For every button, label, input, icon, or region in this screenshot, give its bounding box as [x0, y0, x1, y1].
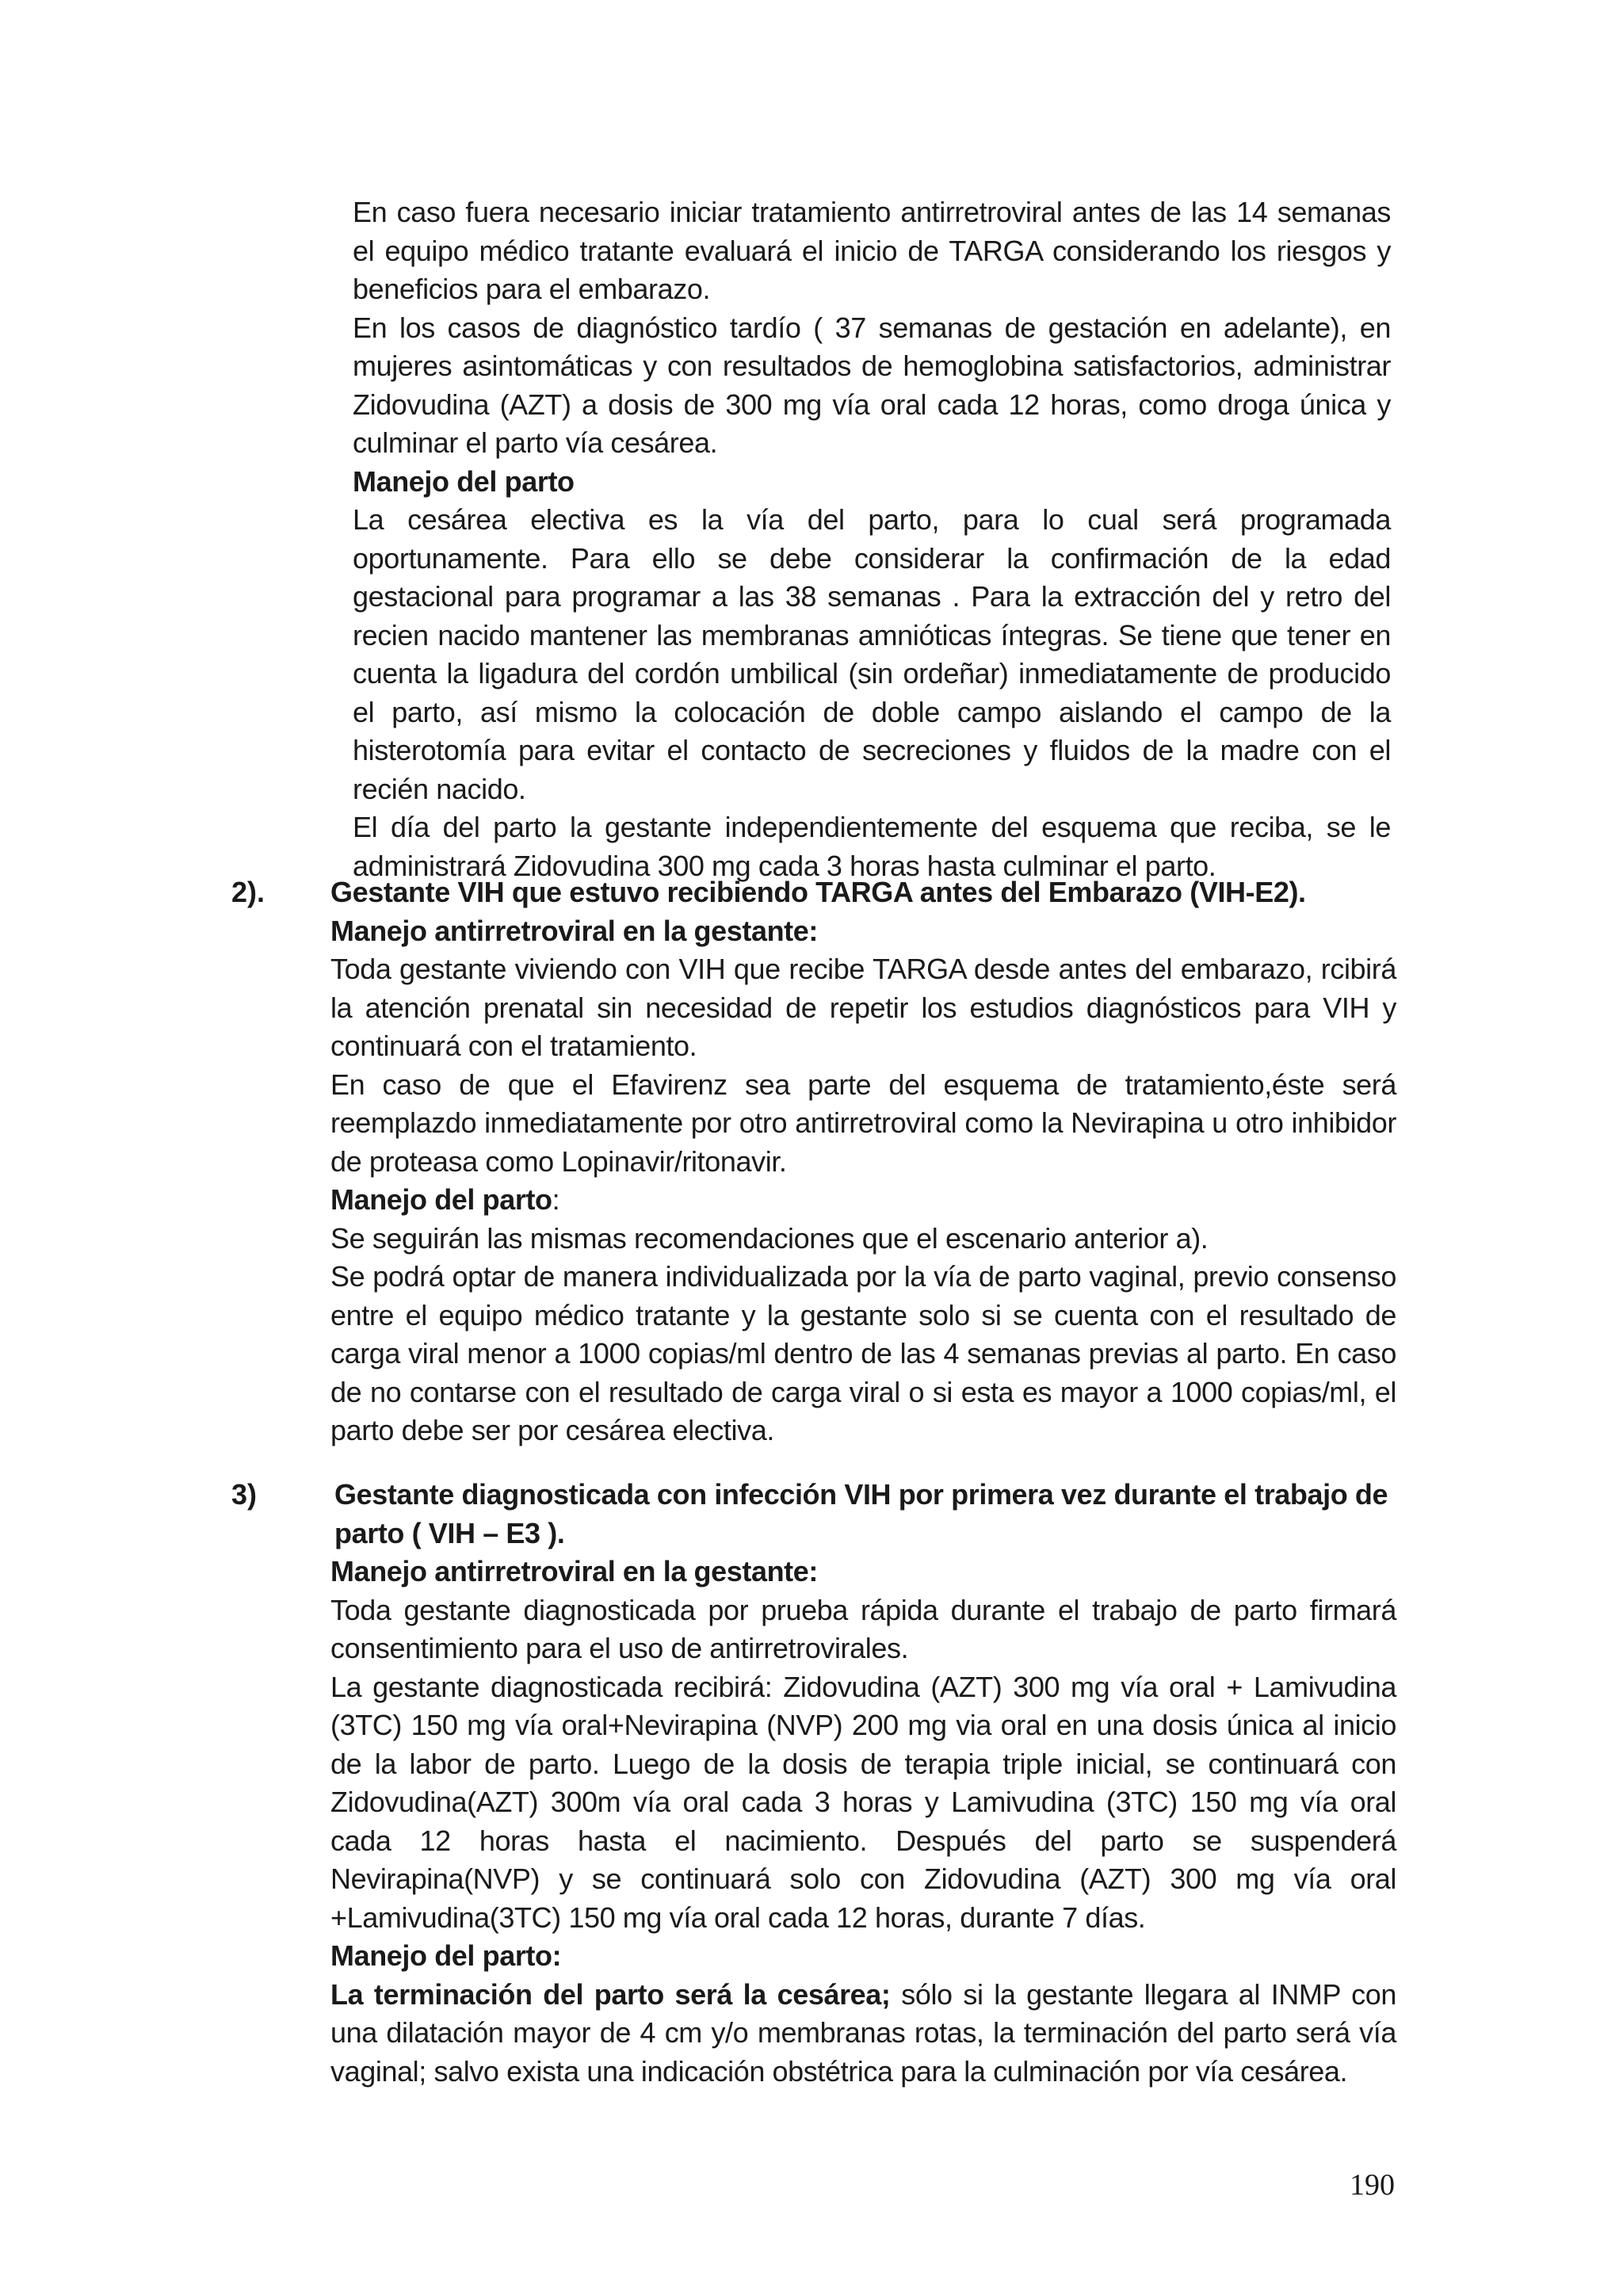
section-3-paragraph-1: Toda gestante diagnosticada por prueba rápida durante el trabajo de parto firmará consentimiento para el uso de antirretrovirales. — [330, 1593, 1396, 1664]
intro-block — [353, 193, 1391, 885]
section-2-paragraph-3: Se seguirán las mismas recomendaciones que el escenario anterior a). — [330, 1221, 1209, 1255]
section-3-number: 3) — [231, 1478, 258, 1511]
section-2 — [231, 873, 1396, 1450]
section-2-subheading-parto-colon: : — [552, 1183, 560, 1216]
section-3-title: Gestante diagnosticada con infección VIH por primera vez durante el trabajo de parto ( VIH – E3 ). — [334, 1478, 1388, 1549]
section-2-subheading-parto — [330, 1181, 1396, 1220]
section-2-subheading-parto-label: Manejo del parto — [330, 1183, 552, 1216]
section-2-title: Gestante VIH que estuvo recibiendo TARGA antes del Embarazo (VIH-E2). — [330, 876, 1306, 908]
section-2-paragraph-4: Se podrá optar de manera individualizada por la vía de parto vaginal, previo consenso entre el equipo médico tratante y la gestante solo si se cuenta con el resultado de carga viral menor a 1000 copias/ml dentro de las 4 semanas previas al parto. En caso de no contarse con el resultado de carga viral o si esta es mayor a 1000 copias/ml, el parto debe ser por cesárea electiva. — [330, 1260, 1396, 1446]
section-3-subheading-antirretroviral: Manejo antirretroviral en la gestante: — [330, 1555, 818, 1587]
section-2-paragraph-1: Toda gestante viviendo con VIH que recibe TARGA desde antes del embarazo, rcibirá la atención prenatal sin necesidad de repetir los estudios diagnósticos para VIH y continuará con el tratamiento. — [330, 953, 1396, 1062]
section-3 — [231, 1476, 1396, 2091]
intro-paragraph-3: La cesárea electiva es la vía del parto, para lo cual será programada oportunamente. Para ello se debe considerar la confirmación de la edad gestacional para programar a las 38 semanas . Para la extracción del y retro del recien nacido mantener las membranas amnióticas íntegras. Se tiene que tener en cuenta la ligadura del cordón umbilical (sin ordeñar) inmediatamente de producido el parto, así mismo la colocación de doble campo aislando el campo de la histerotomía para evitar el contacto de secreciones y fluidos de la madre con el recién nacido. — [353, 503, 1391, 805]
section-2-body — [330, 873, 1396, 1450]
section-2-paragraph-2: En caso de que el Efavirenz sea parte del esquema de tratamiento,éste será reemplazdo inmediatamente por otro antirretroviral como la Nevirapina u otro inhibidor de proteasa como Lopinavir/ritonavir. — [330, 1068, 1396, 1178]
section-3-paragraph-3 — [330, 1976, 1396, 2092]
section-3-paragraph-2: La gestante diagnosticada recibirá: Zidovudina (AZT) 300 mg vía oral + Lamivudina (3TC) 150 mg vía oral+Nevirapina (NVP) 200 mg via oral en una dosis única al inicio de la labor de parto. Luego de la dosis de terapia triple inicial, se continuará con Zidovudina(AZT) 300m vía oral cada 3 horas y Lamivudina (3TC) 150 mg vía oral cada 12 horas hasta el nacimiento. Después del parto se suspenderá Nevirapina(NVP) y se continuará solo con Zidovudina (AZT) 300 mg vía oral +Lamivudina(3TC) 150 mg vía oral cada 12 horas, durante 7 días. — [330, 1670, 1396, 1934]
page-number: 190 — [1350, 2168, 1395, 2202]
section-3-body — [330, 1476, 1396, 2091]
section-3-subheading-parto: Manejo del parto: — [330, 1939, 562, 1972]
section-2-number: 2). — [231, 876, 265, 908]
section-2-subheading-antirretroviral: Manejo antirretroviral en la gestante: — [330, 914, 818, 947]
intro-paragraph-1: En caso fuera necesario iniciar tratamiento antirretroviral antes de las 14 semanas el equipo médico tratante evaluará el inicio de TARGA considerando los riesgos y beneficios para el embarazo. — [353, 196, 1391, 305]
intro-paragraph-2: En los casos de diagnóstico tardío ( 37 semanas de gestación en adelante), en mujeres asintomáticas y con resultados de hemoglobina satisfactorios, administrar Zidovudina (AZT) a dosis de 300 mg vía oral cada 12 horas, como droga única y culminar el parto vía cesárea. — [353, 311, 1391, 459]
section-3-paragraph-3-rest: sólo si la gestante llegara al INMP con una dilatación mayor de 4 cm y/o membranas rotas, la terminación del parto será vía vaginal; salvo exista una indicación obstétrica para la culminación por vía cesárea. — [330, 1977, 1396, 2088]
section-3-paragraph-3-bold: La terminación del parto será la cesárea; — [330, 1977, 891, 2011]
intro-heading-manejo-parto: Manejo del parto — [353, 464, 575, 498]
intro-paragraph-4: El día del parto la gestante independientemente del esquema que reciba, se le administrará Zidovudina 300 mg cada 3 horas hasta culminar el parto. — [353, 811, 1391, 882]
